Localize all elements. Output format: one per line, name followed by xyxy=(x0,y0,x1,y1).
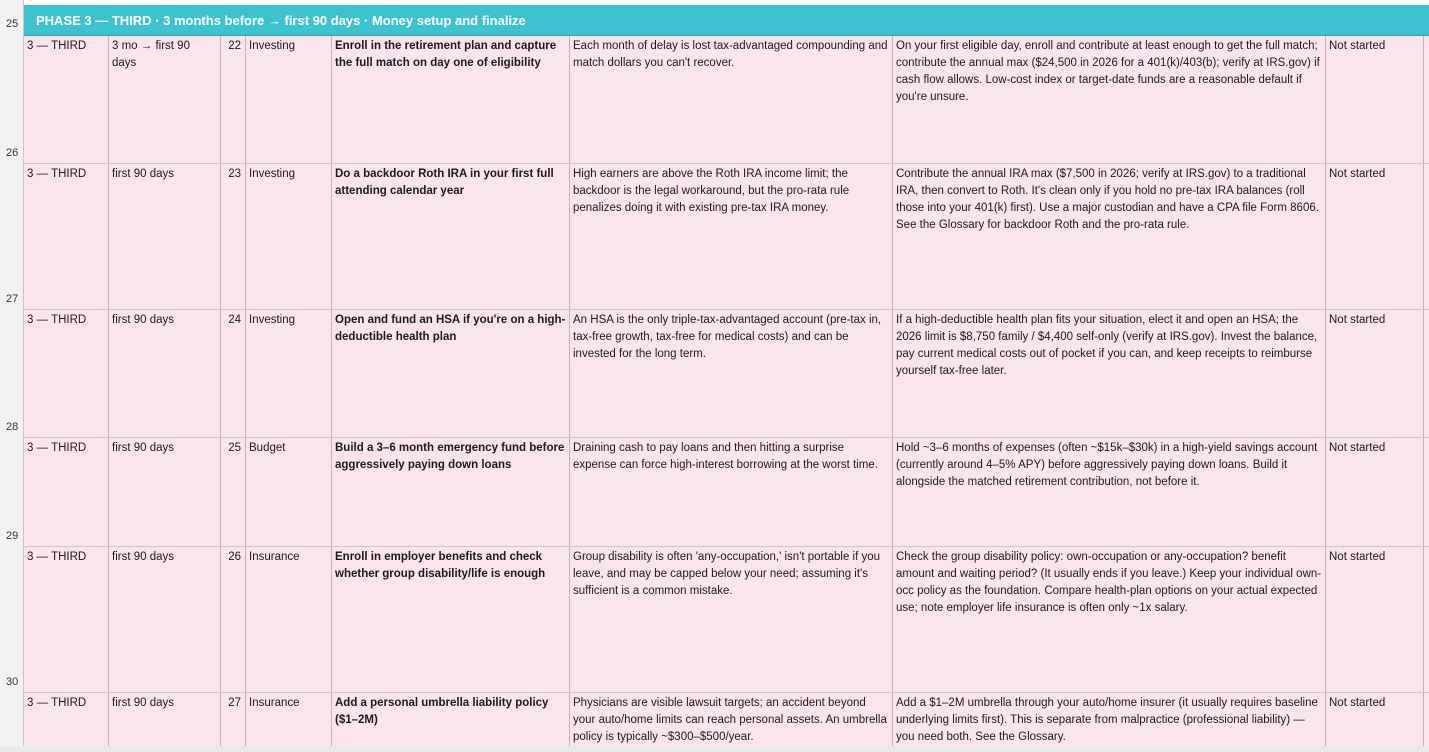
table-row xyxy=(24,438,1429,547)
status-cell[interactable]: Not started xyxy=(1326,164,1424,309)
extra-cell[interactable] xyxy=(1424,438,1429,546)
banner-subtitle: Money setup and finalize xyxy=(371,13,526,28)
how-cell[interactable]: Contribute the annual IRA max ($7,500 in 2026; verify at IRS.gov) to a traditional IRA, then convert to Roth. It's clean only if you hold no pre-tax IRA balances (roll those into your 401(k) first). Use a major custodian and have a CPA file Form 8606. See the Glossary for backdoor Roth and the pro-rata rule. xyxy=(893,164,1326,309)
number-cell[interactable]: 25 xyxy=(221,438,246,546)
timing-cell[interactable]: first 90 days xyxy=(109,310,221,437)
number-cell[interactable]: 24 xyxy=(221,310,246,437)
task-cell[interactable]: Enroll in employer benefits and check whether group disability/life is enough xyxy=(332,547,570,692)
category-cell[interactable]: Investing xyxy=(246,36,332,163)
how-cell[interactable]: If a high-deductible health plan fits your situation, elect it and open an HSA; the 2026 limit is $8,750 family / $4,400 self-only (verify at IRS.gov). Invest the balance, pay current medical costs out of pocket if you can, and keep receipts to reimburse yourself tax-free later. xyxy=(893,310,1326,437)
task-cell[interactable]: Enroll in the retirement plan and capture the full match on day one of eligibility xyxy=(332,36,570,163)
why-cell[interactable]: Each month of delay is lost tax-advantaged compounding and match dollars you can't recover. xyxy=(570,36,893,163)
table-row xyxy=(24,693,1429,746)
banner-separator: · xyxy=(360,13,372,28)
banner-separator: · xyxy=(151,13,164,28)
how-cell[interactable]: Hold ~3–6 months of expenses (often ~$15k–$30k) in a high-yield savings account (currently around 4–5% APY) before aggressively paying down loans. Build it alongside the matched retirement contribution, not before it. xyxy=(893,438,1326,546)
phase-cell[interactable]: 3 — THIRD xyxy=(24,310,109,437)
extra-cell[interactable] xyxy=(1424,164,1429,309)
banner-phase: PHASE 3 — THIRD xyxy=(36,13,152,28)
category-cell[interactable]: Investing xyxy=(246,310,332,437)
why-cell[interactable]: Group disability is often 'any-occupation,' isn't portable if you leave, and may be capped below your need; assuming it's sufficient is a common mistake. xyxy=(570,547,893,692)
how-cell[interactable]: Check the group disability policy: own-occupation or any-occupation? benefit amount and waiting period? (It usually ends if you leave.) Keep your individual own-occ policy as the foundation. Compare health-plan options on your actual expected use; note employer life insurance is often only ~1x salary. xyxy=(893,547,1326,692)
status-cell[interactable]: Not started xyxy=(1326,547,1424,692)
status-cell[interactable]: Not started xyxy=(1326,36,1424,163)
phase-cell[interactable]: 3 — THIRD xyxy=(24,693,109,746)
table-row xyxy=(24,310,1429,438)
sheet-bottom-edge xyxy=(0,746,1429,752)
phase-banner[interactable] xyxy=(24,5,1429,36)
phase-cell[interactable]: 3 — THIRD xyxy=(24,164,109,309)
category-cell[interactable]: Investing xyxy=(246,164,332,309)
row-number[interactable]: 26 xyxy=(6,147,19,159)
timing-cell[interactable]: first 90 days xyxy=(109,693,221,746)
number-cell[interactable]: 22 xyxy=(221,36,246,163)
row-number[interactable]: 29 xyxy=(6,530,19,542)
phase-cell[interactable]: 3 — THIRD xyxy=(24,36,109,163)
why-cell[interactable]: High earners are above the Roth IRA income limit; the backdoor is the legal workaround, but the pro-rata rule penalizes doing it with existing pre-tax IRA money. xyxy=(570,164,893,309)
task-cell[interactable]: Do a backdoor Roth IRA in your first full attending calendar year xyxy=(332,164,570,309)
timing-cell[interactable]: first 90 days xyxy=(109,164,221,309)
how-cell[interactable]: Add a $1–2M umbrella through your auto/home insurer (it usually requires baseline underlying limits first). This is separate from malpractice (professional liability) — you need both. See the Glossary. xyxy=(893,693,1326,746)
extra-cell[interactable] xyxy=(1424,310,1429,437)
row-number[interactable]: 25 xyxy=(6,18,19,30)
extra-cell[interactable] xyxy=(1424,693,1429,746)
why-cell[interactable]: Physicians are visible lawsuit targets; an accident beyond your auto/home limits can reach personal assets. An umbrella policy is typically ~$300–$500/year. xyxy=(570,693,893,746)
status-cell[interactable]: Not started xyxy=(1326,310,1424,437)
table-row xyxy=(24,547,1429,693)
task-cell[interactable]: Add a personal umbrella liability policy ($1–2M) xyxy=(332,693,570,746)
task-cell[interactable]: Build a 3–6 month emergency fund before aggressively paying down loans xyxy=(332,438,570,546)
extra-cell[interactable] xyxy=(1424,547,1429,692)
how-cell[interactable]: On your first eligible day, enroll and contribute at least enough to get the full match; contribute the annual max ($24,500 in 2026 for a 401(k)/403(b); verify at IRS.gov) if cash flow allows. Low-cost index or target-date funds are a reasonable default if you're unsure. xyxy=(893,36,1326,163)
phase-cell[interactable]: 3 — THIRD xyxy=(24,547,109,692)
category-cell[interactable]: Insurance xyxy=(246,693,332,746)
why-cell[interactable]: An HSA is the only triple-tax-advantaged account (pre-tax in, tax-free growth, tax-free for medical costs) and can be invested for the long term. xyxy=(570,310,893,437)
number-cell[interactable]: 26 xyxy=(221,547,246,692)
table-row xyxy=(24,36,1429,164)
category-cell[interactable]: Budget xyxy=(246,438,332,546)
number-cell[interactable]: 27 xyxy=(221,693,246,746)
extra-cell[interactable] xyxy=(1424,36,1429,163)
table-row xyxy=(24,164,1429,310)
why-cell[interactable]: Draining cash to pay loans and then hitting a surprise expense can force high-interest borrowing at the worst time. xyxy=(570,438,893,546)
row-header-column xyxy=(0,0,24,752)
category-cell[interactable]: Insurance xyxy=(246,547,332,692)
number-cell[interactable]: 23 xyxy=(221,164,246,309)
task-cell[interactable]: Open and fund an HSA if you're on a high-deductible health plan xyxy=(332,310,570,437)
timing-cell[interactable]: 3 mo → first 90 days xyxy=(109,36,221,163)
row-number[interactable]: 30 xyxy=(6,676,19,688)
timing-cell[interactable]: first 90 days xyxy=(109,438,221,546)
row-number[interactable]: 28 xyxy=(6,421,19,433)
timing-cell[interactable]: first 90 days xyxy=(109,547,221,692)
phase-cell[interactable]: 3 — THIRD xyxy=(24,438,109,546)
banner-timing: 3 months before → first 90 days xyxy=(163,13,361,28)
row-number[interactable]: 27 xyxy=(6,293,19,305)
status-cell[interactable]: Not started xyxy=(1326,438,1424,546)
status-cell[interactable]: Not started xyxy=(1326,693,1424,746)
